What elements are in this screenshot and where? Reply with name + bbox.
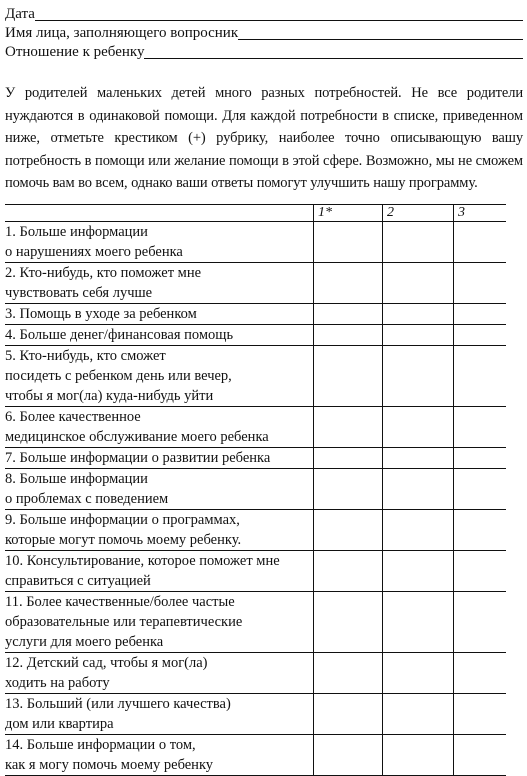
column-header-2: 2 xyxy=(383,205,454,222)
rating-cell-1[interactable] xyxy=(314,469,383,510)
need-item-text: 10. Консультирование, которое поможет мне xyxy=(5,553,280,569)
rating-cell-2[interactable] xyxy=(383,325,454,346)
table-row xyxy=(5,735,506,776)
table-row xyxy=(5,694,506,735)
need-item-text: 12. Детский сад, чтобы я мог(ла) xyxy=(5,655,208,671)
need-item-text: 9. Больше информации о программах, xyxy=(5,512,240,528)
need-item-cell xyxy=(5,735,314,776)
rating-cell-2[interactable] xyxy=(383,263,454,304)
need-item-cell xyxy=(5,448,314,469)
rating-cell-2[interactable] xyxy=(383,735,454,776)
need-item-text: 6. Более качественное xyxy=(5,409,141,425)
rating-cell-3[interactable] xyxy=(454,469,507,510)
need-item-text: ходить на работу xyxy=(5,675,110,691)
need-item-text: посидеть с ребенком день или вечер, xyxy=(5,368,232,384)
rating-cell-2[interactable] xyxy=(383,510,454,551)
need-item-text: 11. Более качественные/более частые xyxy=(5,594,235,610)
need-item-text: справиться с ситуацией xyxy=(5,573,151,589)
table-row xyxy=(5,346,506,407)
need-item-text: услуги для моего ребенка xyxy=(5,634,164,650)
table-row xyxy=(5,653,506,694)
relation-field[interactable] xyxy=(144,44,523,59)
rating-cell-1[interactable] xyxy=(314,304,383,325)
need-item-cell xyxy=(5,694,314,735)
rating-cell-1[interactable] xyxy=(314,510,383,551)
need-item-text: образовательные или терапевтические xyxy=(5,614,243,630)
need-item-cell xyxy=(5,551,314,592)
rating-cell-2[interactable] xyxy=(383,448,454,469)
rating-cell-1[interactable] xyxy=(314,735,383,776)
need-item-cell xyxy=(5,222,314,263)
rating-cell-2[interactable] xyxy=(383,551,454,592)
rating-cell-3[interactable] xyxy=(454,325,507,346)
relation-line xyxy=(5,42,523,61)
table-row xyxy=(5,407,506,448)
need-item-cell xyxy=(5,263,314,304)
need-item-text: медицинское обслуживание моего ребенка xyxy=(5,429,269,445)
need-item-text: 7. Больше информации о развитии ребенка xyxy=(5,450,271,466)
rating-cell-3[interactable] xyxy=(454,407,507,448)
need-item-text: 8. Больше информации xyxy=(5,471,148,487)
need-item-text: чувствовать себя лучше xyxy=(5,285,153,301)
need-item-text: 1. Больше информации xyxy=(5,224,148,240)
need-item-text: 14. Больше информации о том, xyxy=(5,737,196,753)
table-header-row xyxy=(5,205,506,222)
need-item-text: чтобы я мог(ла) куда-нибудь уйти xyxy=(5,388,214,404)
rating-cell-3[interactable] xyxy=(454,592,507,653)
rating-cell-1[interactable] xyxy=(314,448,383,469)
need-item-cell xyxy=(5,407,314,448)
rating-cell-2[interactable] xyxy=(383,222,454,263)
rating-cell-2[interactable] xyxy=(383,653,454,694)
need-item-cell xyxy=(5,592,314,653)
table-row xyxy=(5,304,506,325)
rating-cell-3[interactable] xyxy=(454,448,507,469)
rating-cell-3[interactable] xyxy=(454,694,507,735)
need-item-cell xyxy=(5,510,314,551)
rating-cell-3[interactable] xyxy=(454,263,507,304)
need-item-text: как я могу помочь моему ребенку xyxy=(5,757,214,773)
table-row xyxy=(5,263,506,304)
instructions-paragraph: У родителей маленьких детей много разных потребностей. Не все родители нуждаются в одинаковой помощи. Для каждой потребности в списке, приведенном ниже, отметьте крестиком (+) рубрику, наиболее точно описывающую вашу потребность в помощи или желание помощи в этой сфере. Возможно, мы не сможем помочь вам во всем, однако ваши ответы помогут улучшить нашу программу. xyxy=(5,85,523,191)
rating-cell-1[interactable] xyxy=(314,346,383,407)
need-item-cell xyxy=(5,346,314,407)
form-header xyxy=(5,4,523,61)
need-item-text: о проблемах с поведением xyxy=(5,491,169,507)
respondent-label: Имя лица, заполняющего вопросник xyxy=(5,25,239,41)
need-item-text: дом или квартира xyxy=(5,716,114,732)
respondent-field[interactable] xyxy=(238,25,523,40)
need-item-text: 5. Кто-нибудь, кто сможет xyxy=(5,348,166,364)
need-item-cell xyxy=(5,304,314,325)
need-item-text: о нарушениях моего ребенка xyxy=(5,244,183,260)
table-row xyxy=(5,551,506,592)
need-item-text: 2. Кто-нибудь, кто поможет мне xyxy=(5,265,202,281)
table-row xyxy=(5,222,506,263)
needs-table xyxy=(5,204,506,776)
date-line xyxy=(5,4,523,23)
rating-cell-1[interactable] xyxy=(314,694,383,735)
relation-label: Отношение к ребенку xyxy=(5,44,145,60)
rating-cell-3[interactable] xyxy=(454,551,507,592)
table-row xyxy=(5,325,506,346)
rating-cell-2[interactable] xyxy=(383,346,454,407)
respondent-line xyxy=(5,23,523,42)
need-item-cell xyxy=(5,653,314,694)
rating-cell-1[interactable] xyxy=(314,592,383,653)
table-row xyxy=(5,469,506,510)
rating-cell-1[interactable] xyxy=(314,325,383,346)
rating-cell-1[interactable] xyxy=(314,653,383,694)
rating-cell-1[interactable] xyxy=(314,407,383,448)
needs-table-body xyxy=(5,222,506,776)
rating-cell-3[interactable] xyxy=(454,735,507,776)
column-header-3: 3 xyxy=(454,205,507,222)
rating-cell-3[interactable] xyxy=(454,346,507,407)
rating-cell-2[interactable] xyxy=(383,407,454,448)
date-field[interactable] xyxy=(35,6,523,21)
table-row xyxy=(5,592,506,653)
rating-cell-2[interactable] xyxy=(383,304,454,325)
rating-cell-3[interactable] xyxy=(454,653,507,694)
need-item-text: 13. Больший (или лучшего качества) xyxy=(5,696,231,712)
rating-cell-3[interactable] xyxy=(454,222,507,263)
column-header-1: 1* xyxy=(314,205,383,222)
rating-cell-3[interactable] xyxy=(454,510,507,551)
date-label: Дата xyxy=(5,6,35,22)
rating-cell-1[interactable] xyxy=(314,551,383,592)
table-row xyxy=(5,510,506,551)
need-item-cell xyxy=(5,469,314,510)
rating-cell-2[interactable] xyxy=(383,469,454,510)
need-item-text: 4. Больше денег/финансовая помощь xyxy=(5,327,234,343)
rating-cell-3[interactable] xyxy=(454,304,507,325)
rating-cell-2[interactable] xyxy=(383,694,454,735)
rating-cell-1[interactable] xyxy=(314,263,383,304)
need-item-cell xyxy=(5,325,314,346)
rating-cell-1[interactable] xyxy=(314,222,383,263)
rating-cell-2[interactable] xyxy=(383,592,454,653)
header-blank-cell xyxy=(5,205,314,222)
need-item-text: которые могут помочь моему ребенку. xyxy=(5,532,242,548)
table-row xyxy=(5,448,506,469)
need-item-text: 3. Помощь в уходе за ребенком xyxy=(5,306,197,322)
